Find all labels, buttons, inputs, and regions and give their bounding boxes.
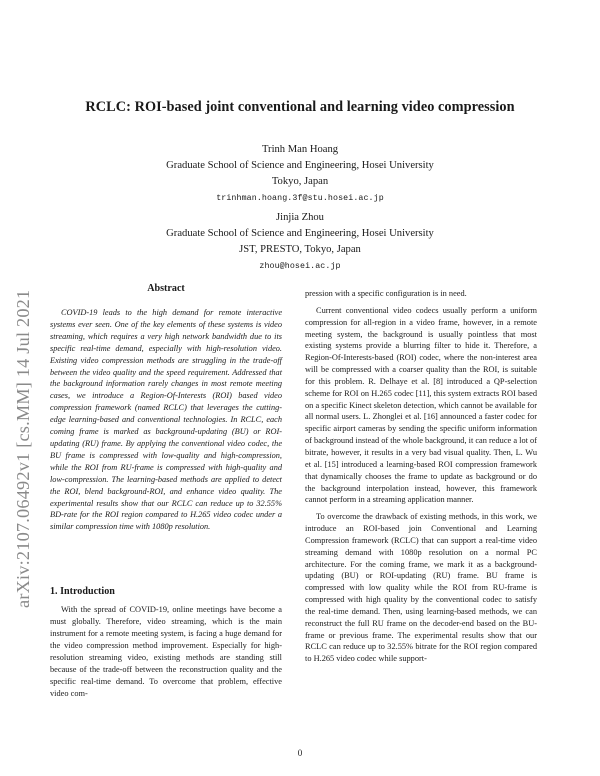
author-location: Tokyo, Japan [271, 176, 329, 187]
page-number: 0 [297, 748, 303, 758]
introduction-heading: 1. Introduction [50, 586, 115, 597]
continued-paragraph: pression with a specific configuration is in need. [305, 289, 467, 298]
author-location: JST, PRESTO, Tokyo, Japan [239, 244, 361, 255]
abstract-body [50, 307, 282, 533]
introduction-paragraph: With the spread of COVID-19, online meetings have become a must globally. Therefore, video streaming, which is the main instrument for a remote meeting system, is facing a huge demand for the video compression method improvement. Especially for high-resolution streaming video, existing methods are standing still because of the trade-off between the reconstruction quality and the specific real-time demand. To overcome that problem, effective video com- [50, 605, 282, 698]
author-block-2 [0, 210, 600, 275]
author-block-1 [0, 142, 600, 207]
body-paragraph-related-work: Current conventional video codecs usually perform a uniform compression for all-region in a video frame, however, in a remote meeting system, the background is usually pointless that most existing systems provide a blurring filter to hide it. Therefore, a Region-Of-Interests-based (ROI) codec, where the non-interest area will be compressed with a coarser quality than the ROI, is suitable for this problem. R. Delhaye et al. [8] introduced a QP-selection scheme for ROI on H.265 codec [11], this system extracts ROI based on a specific Kinect skeleton detection, which cannot be available for all normal users. L. Zhonglei et al. [16] announced a faster codec for specific airport cameras by sending the specific uniform information of background instead of the whole background, it can reduce a lot of bitrate, however, it results in a very bad visual quality. Then, L. Wu et al. [15] introduced a learning-based ROI compression framework that dynamically chooses the frame to update as background or do the background interpolation instead, however, this framework cannot perform in a streaming application manner. [305, 305, 537, 505]
author-name: Jinjia Zhou [276, 212, 324, 223]
author-affiliation: Graduate School of Science and Engineering, Hosei University [166, 228, 434, 239]
body-paragraph-contribution: To overcome the drawback of existing methods, in this work, we introduce an ROI-based join Conventional and Learning Compression framework (RCLC) that can support a real-time video streaming demand with 1080p resolution on a normal PC architecture. For the coming frame, we mark it as a background-updating (BU) or ROI-updating (RU) frame. BU frame is compressed with low quality while the ROI from RU-frame is compressed with high quality by the conventional codec to satisfy the real-time demand. Then, using learning-based methods, we can reconstruct the full RU frame on the decoder-end based on the BU-frame or previous frame. The experimental results show that our RCLC can reduce up to 32.55% bitrate for the ROI region compared to H.265 video codec while support- [305, 512, 537, 664]
author-affiliation: Graduate School of Science and Engineering, Hosei University [166, 160, 434, 171]
right-column [305, 288, 537, 665]
introduction-body [50, 604, 282, 700]
abstract-text: COVID-19 leads to the high demand for remote interactive systems ever seen. One of the key elements of these systems is video streaming, which requires a very high network bandwidth due to its specific real-time demand, especially with high-resolution video. Existing video compression methods are struggling in the trade-off between the video quality and the speed requirement. Addressed that the background information rarely changes in most remote meeting cases, we introduce a Region-Of-Interests (ROI) based video compression framework (named RCLC) that leverages the cutting-edge learning-based and conventional technologies. In RCLC, each coming frame is marked as background-updating (BU) or ROI-updating (RU) frame. By applying the conventional video codec, the BU frame is compressed with low-quality and high-compression, while the ROI from RU-frame is compressed with high-quality and low-compression. The learning-based methods are applied to detect the ROI, blend background-ROI, and enhance video quality. The experimental results show that our RCLC can reduce up to 32.55% BD-rate for the ROI region compared to H.265 video codec under a similar compression time with 1080p resolution. [50, 308, 282, 532]
abstract-heading: Abstract [147, 283, 185, 294]
author-email[interactable]: zhou@hosei.ac.jp [259, 262, 341, 271]
paper-title: RCLC: ROI-based joint conventional and learning video compression [85, 99, 515, 115]
arxiv-identifier-stamp: arXiv:2107.06492v1 [cs.MM] 14 Jul 2021 [13, 289, 33, 608]
author-email[interactable]: trinhman.hoang.3f@stu.hosei.ac.jp [216, 194, 384, 203]
author-name: Trinh Man Hoang [261, 144, 339, 155]
